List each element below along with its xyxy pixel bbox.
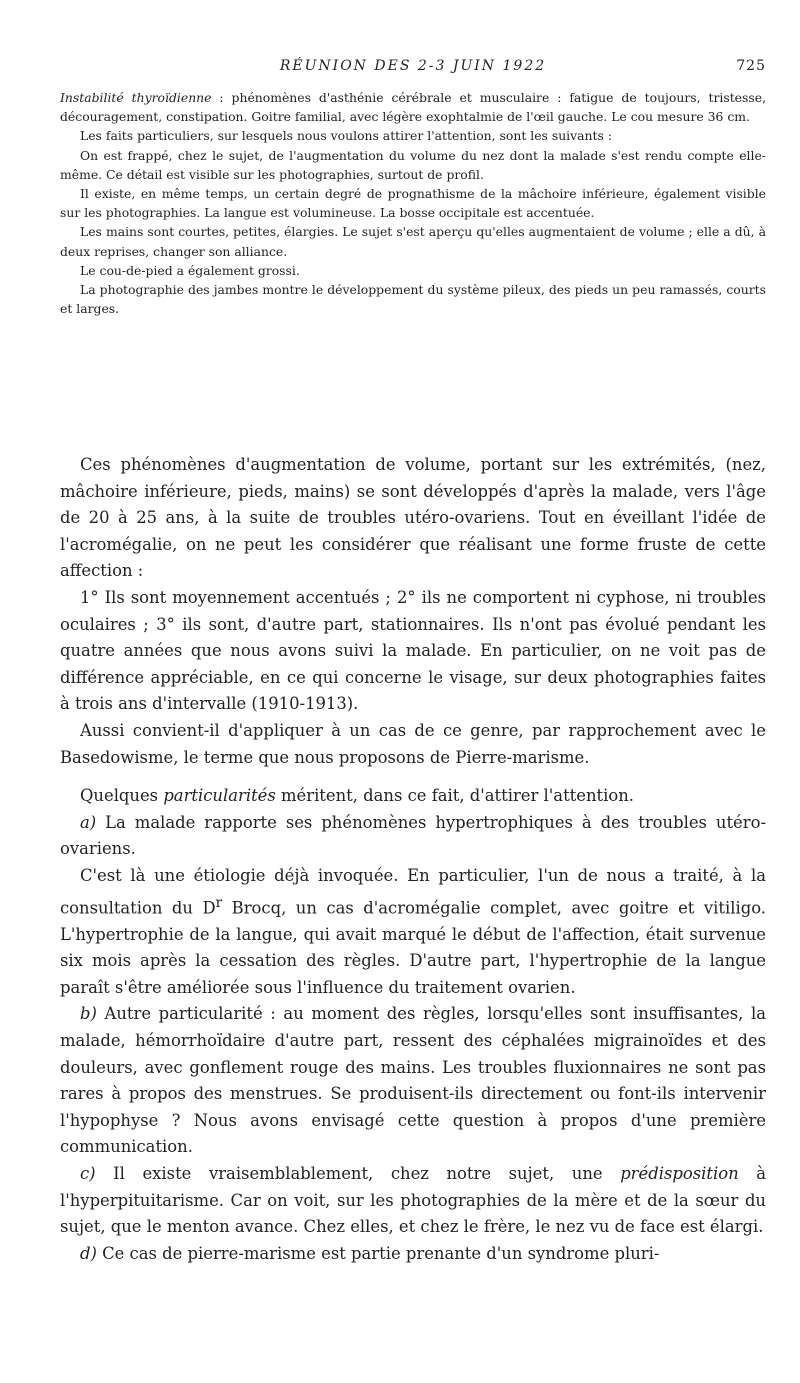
- running-title: RÉUNION DES 2-3 JUIN 1922: [279, 58, 547, 74]
- paragraph: Il existe, en même temps, un certain degré de prognathisme de la mâchoire inférieure, également visible sur les photographies. La langue est volumineuse. La bosse occipitale est accentuée.: [60, 186, 766, 221]
- paragraph: b) Autre particularité : au moment des règles, lorsqu'elles sont insuffisantes, la malade, hémorrhoïdaire d'autre part, ressent des céphalées migrainoïdes et des douleurs, avec gonflement rouge des mains. Les troubles fluxionnaires ne sont pas rares à propos des menstrues. Se produisent-ils directement ou font-ils intervenir l'hypophyse ? Nous avons envisagé cette question à propos d'une première communication.: [60, 1004, 766, 1157]
- paragraph: Aussi convient-il d'appliquer à un cas de ce genre, par rapprochement avec le Basedowisme, le terme que nous proposons de Pierre-marisme.: [60, 720, 766, 767]
- page-header: [60, 58, 766, 78]
- paragraph: La photographie des jambes montre le développement du système pileux, des pieds un peu ramassés, courts et larges.: [60, 282, 766, 317]
- list-label: a): [80, 812, 97, 832]
- italic-term: particularités: [163, 786, 276, 806]
- paragraph: 1° Ils sont moyennement accentués ; 2° ils ne comportent ni cyphose, ni troubles oculaires ; 3° ils sont, d'autre part, stationnaires. Ils n'ont pas évolué pendant les quatre années que nous avons suivi la malade. En particulier, on ne voit pas de différence appréciable, en ce qui concerne le visage, sur deux photographies faites à trois ans d'intervalle (1910-1913).: [60, 587, 766, 714]
- paragraph: Le cou-de-pied a également grossi.: [80, 262, 300, 278]
- italic-term: Instabilité thyroïdienne: [60, 90, 212, 105]
- paragraph: Quelques particularités méritent, dans ce fait, d'attirer l'attention.: [80, 786, 634, 806]
- paragraph: Ces phénomènes d'augmentation de volume, portant sur les extrémités, (nez, mâchoire inférieure, pieds, mains) se sont développés d'après la malade, vers l'âge de 20 à 25 ans, à la suite de troubles utéro-ovariens. Tout en éveillant l'idée de l'acromégalie, on ne peut les considérer que réalisant une forme fruste de cette affection :: [60, 455, 766, 581]
- italic-term: prédisposition: [620, 1163, 739, 1183]
- paragraph: Instabilité thyroïdienne : phénomènes d'asthénie cérébrale et musculaire : fatigue de toujours, tristesse, découragement, constipation. Goitre familial, avec légère exophtalmie de l'œil gauche. Le cou mesure 36 cm.: [60, 90, 767, 125]
- paragraph: C'est là une étiologie déjà invoquée. En particulier, l'un de nous a traité, à la consultation du $D^r$ Brocq, un cas d'acromégalie complet, avec goitre et vitiligo. L'hypertrophie de la langue, qui avait marqué le début de l'affection, était survenue six mois après la cessation des règles. D'autre part, l'hypertrophie de la langue paraît s'être améliorée sous l'influence du traitement ovarien.: [60, 865, 766, 997]
- paragraph: d) Ce cas de pierre-marisme est partie prenante d'un syndrome pluri-: [80, 1243, 660, 1263]
- small-print-section: [60, 88, 766, 318]
- list-label: d): [80, 1243, 97, 1263]
- paragraph: Les mains sont courtes, petites, élargies. Le sujet s'est aperçu qu'elles augmentaient de volume ; elle a dû, à deux reprises, changer son alliance.: [60, 224, 766, 259]
- body-text-section: [60, 452, 766, 1267]
- paragraph: a) La malade rapporte ses phénomènes hypertrophiques à des troubles utéro-ovariens.: [60, 812, 766, 859]
- list-label: b): [80, 1004, 97, 1024]
- paragraph: c) Il existe vraisemblablement, chez notre sujet, une prédisposition à l'hyperpituitarisme. Car on voit, sur les photographies de la mère et de la sœur du sujet, que le menton avance. Chez elles, et chez le frère, le nez vu de face est élargi.: [60, 1163, 767, 1237]
- page-number: 725: [736, 58, 766, 74]
- paragraph: Les faits particuliers, sur lesquels nous voulons attirer l'attention, sont les suivants :: [80, 128, 612, 144]
- paragraph: On est frappé, chez le sujet, de l'augmentation du volume du nez dont la malade s'est rendu compte elle-même. Ce détail est visible sur les photographies, surtout de profil.: [60, 147, 766, 182]
- list-label: c): [80, 1163, 96, 1183]
